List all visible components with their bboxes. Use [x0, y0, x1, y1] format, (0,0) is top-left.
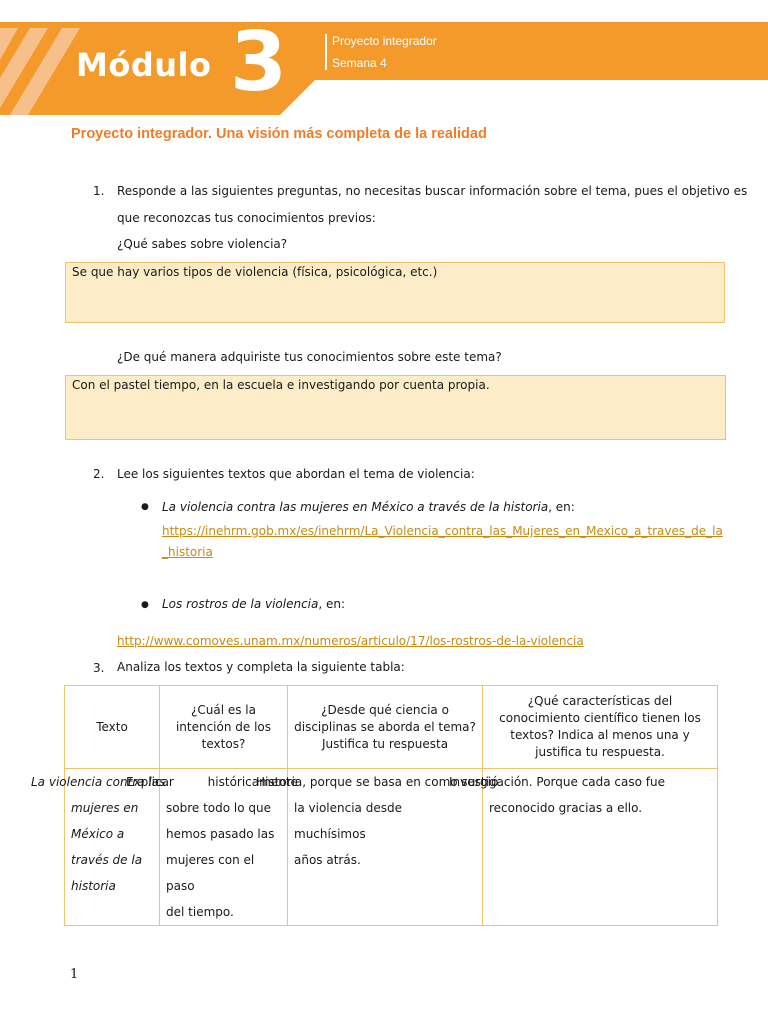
module-banner — [0, 0, 768, 115]
table-row — [65, 769, 718, 926]
table-header-row — [65, 686, 718, 769]
q1-question-b: ¿De qué manera adquiriste tus conocimientos sobre este tema? — [117, 350, 502, 364]
q1-instruction-line2: que reconozcas tus conocimientos previos: — [117, 211, 376, 225]
q3-number: 3. — [93, 661, 105, 675]
header-characteristics: ¿Qué características del conocimiento científico tienen los textos? Indica al menos una y justifica tu respuesta. — [483, 686, 718, 769]
answer-a-text: Se que hay varios tipos de violencia (física, psicológica, etc.) — [72, 265, 438, 279]
reading-1-url-line2-wrap — [162, 539, 213, 566]
banner-week-label: Semana 4 — [332, 56, 387, 70]
reading-2-suffix: , en: — [318, 597, 346, 611]
q1-instruction-line1: Responde a las siguientes preguntas, no necesitas buscar información sobre el tema, pues el objetivo es — [117, 184, 748, 198]
cell-text-line: historia — [71, 879, 116, 893]
bullet-icon: ● — [141, 502, 149, 512]
cell-text-line: La violencia contra las — [31, 775, 166, 789]
cell-characteristics[interactable] — [449, 769, 718, 926]
reading-2-link[interactable]: http://www.comoves.unam.mx/numeros/articulo/17/los-rostros-de-la-violencia — [117, 634, 584, 648]
q1-question-a: ¿Qué sabes sobre violencia? — [117, 237, 288, 251]
cell-discipline-line: Historia, porque se basa en como surgió — [256, 775, 499, 789]
cell-characteristics-line: Investigación. Porque cada caso fue — [449, 775, 665, 789]
answer-b-box[interactable] — [65, 375, 726, 440]
reading-1-suffix: , en: — [548, 500, 575, 514]
cell-intention-line: Explicar históricamente — [126, 775, 298, 789]
header-discipline: ¿Desde qué ciencia o disciplinas se aborda el tema? Justifica tu respuesta — [288, 686, 483, 769]
reading-2-url-wrap — [117, 628, 584, 655]
banner-divider — [325, 34, 327, 70]
reading-1-title: La violencia contra las mujeres en México a través de la historia — [162, 500, 549, 514]
cell-intention-line: mujeres con el paso — [166, 853, 255, 893]
cell-intention-line: sobre todo lo que — [166, 801, 271, 815]
reading-1-link[interactable]: https://inehrm.gob.mx/es/inehrm/La_Violencia_contra_las_Mujeres_en_Mexico_a_traves_de_la — [162, 524, 723, 538]
page-number: 1 — [70, 967, 79, 982]
reading-1-url-line1-wrap — [162, 518, 723, 545]
analysis-table — [31, 685, 718, 926]
cell-discipline-line: la violencia desde muchísimos — [294, 801, 402, 841]
q2-number: 2. — [93, 467, 105, 481]
q3-instruction: Analiza los textos y completa la siguiente tabla: — [117, 660, 405, 674]
cell-intention-line: hemos pasado las — [166, 827, 275, 841]
reading-2-title: Los rostros de la violencia — [162, 597, 319, 611]
answer-b-text: Con el pastel tiempo, en la escuela e investigando por cuenta propia. — [72, 378, 490, 392]
header-text: Texto — [65, 686, 160, 769]
header-intention: ¿Cuál es la intención de los textos? — [160, 686, 288, 769]
cell-text-line: México a — [71, 827, 125, 841]
bullet-icon: ● — [141, 600, 149, 610]
document-title: Proyecto integrador. Una visión más completa de la realidad — [71, 126, 487, 142]
cell-discipline-line: años atrás. — [294, 853, 361, 867]
cell-text-line: mujeres en — [71, 801, 139, 815]
reading-1-line — [162, 494, 575, 521]
module-number: 3 — [230, 15, 288, 110]
reading-1-link-continued[interactable]: _historia — [162, 545, 213, 559]
cell-text-line: través de la — [71, 853, 143, 867]
banner-project-label: Proyecto integrador — [332, 34, 437, 48]
cell-characteristics-line: reconocido gracias a ello. — [489, 801, 643, 815]
q1-number: 1. — [93, 184, 105, 198]
reading-2-line — [162, 591, 345, 618]
module-label: Módulo — [76, 46, 212, 84]
answer-a-box[interactable] — [65, 262, 725, 323]
cell-intention-line: del tiempo. — [166, 905, 234, 919]
q2-instruction: Lee los siguientes textos que abordan el tema de violencia: — [117, 467, 475, 481]
